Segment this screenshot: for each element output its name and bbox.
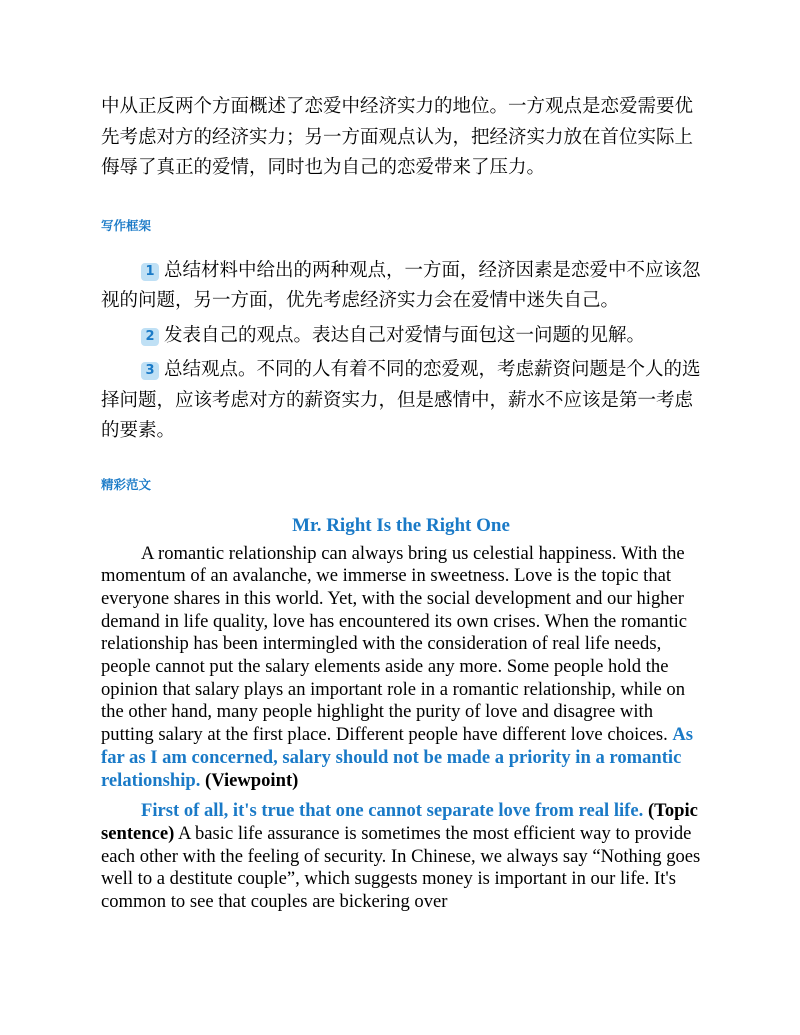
- framework-item-text: 总结观点。不同的人有着不同的恋爱观，考虑薪资问题是个人的选择问题，应该考虑对方的薪资实力，但是感情中，薪水不应该是第一考虑的要素。: [101, 359, 701, 441]
- number-badge-3: 3: [141, 362, 159, 380]
- framework-item-text: 总结材料中给出的两种观点，一方面，经济因素是恋爱中不应该忽视的问题，另一方面，优先考虑经济实力会在爱情中迷失自己。: [101, 259, 701, 311]
- paragraph-text: A romantic relationship can always bring us celestial happiness. With the momentum of an avalanche, we immerse in sweetness. Love is the topic that everyone shares in this world. Yet, with the social development and our higher demand in life quality, love has encountered its own crises. When the romantic relationship has been intermingled with the consideration of real life needs, people cannot put the salary elements aside any more. Some people hold the opinion that salary plays an important role in a romantic relationship, while on the other hand, many people highlight the purity of love and disagree with putting salary at the first place. Different people have different love choices.: [101, 542, 688, 746]
- paragraph-text: A basic life assurance is sometimes the most efficient way to provide each other with the feeling of security. In Chinese, we always say “Nothing goes well to a destitute couple”, which suggests money is important in our life. It's common to see that couples are bickering over: [101, 822, 701, 913]
- viewpoint-highlight: As far as I am concerned, salary should not be made a priority in a romantic relationship.: [101, 724, 694, 791]
- intro-paragraph: 中从正反两个方面概述了恋爱中经济实力的地位。一方观点是恋爱需要优先考虑对方的经济实力；另一方面观点认为，把经济实力放在首位实际上侮辱了真正的爱情，同时也为自己的恋爱带来了压力。: [101, 96, 694, 178]
- framework-item-3: [101, 355, 701, 447]
- framework-heading: 写作框架: [101, 217, 152, 233]
- essay-paragraph-2: [101, 800, 701, 914]
- framework-list: [101, 256, 701, 447]
- topic-sentence-highlight: First of all, it's true that one cannot separate love from real life.: [141, 800, 644, 822]
- viewpoint-tag: (Viewpoint): [200, 769, 299, 791]
- sample-heading: 精彩范文: [101, 476, 152, 492]
- framework-item-text: 发表自己的观点。表达自己对爱情与面包这一问题的见解。: [164, 324, 646, 346]
- essay-title: Mr. Right Is the Right One: [292, 514, 510, 536]
- topic-sentence-tag: (Topic sentence): [101, 800, 698, 844]
- number-badge-2: 2: [141, 328, 159, 346]
- essay-paragraph-1: [101, 543, 701, 793]
- document-page: [101, 92, 701, 914]
- number-badge-1: 1: [141, 263, 159, 281]
- framework-item-2: [101, 321, 701, 352]
- framework-item-1: [101, 256, 701, 317]
